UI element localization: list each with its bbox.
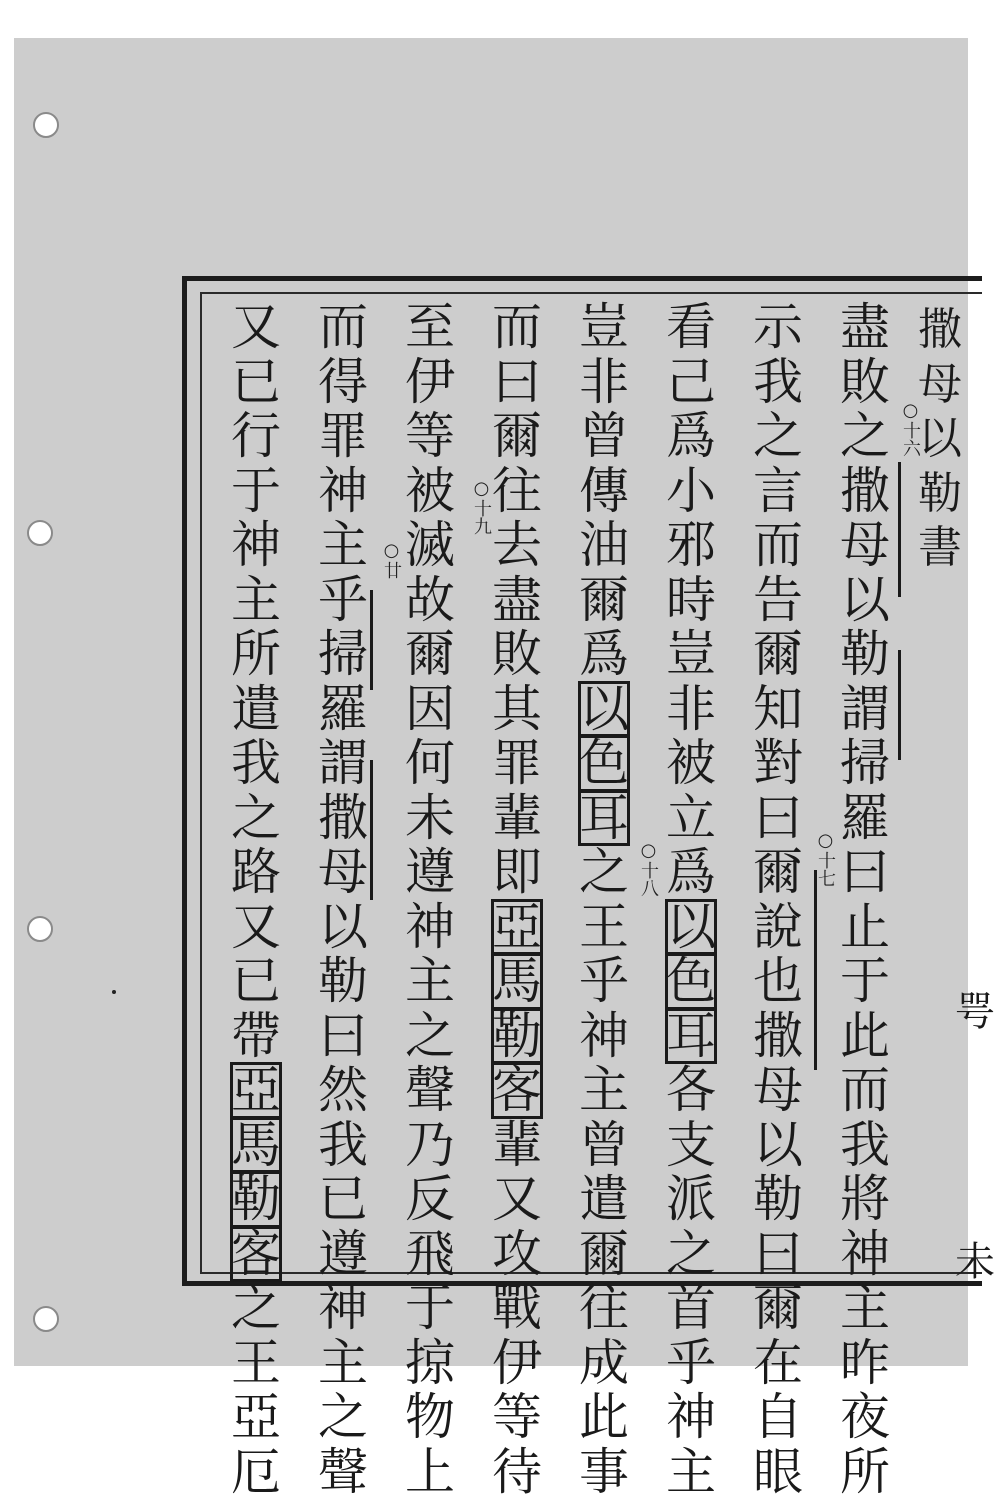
column-char: 非 <box>579 352 629 411</box>
column-char: 神 <box>318 461 368 520</box>
column-char: 以 <box>318 897 368 956</box>
column-char: 去 <box>492 516 542 574</box>
column-char: 聲 <box>405 1061 455 1119</box>
column-char: 勒 <box>840 625 890 683</box>
column-char: 所 <box>840 1442 890 1501</box>
column-char: 遣 <box>579 1170 629 1228</box>
column-char: 爲 <box>579 625 629 683</box>
column-char: 以 <box>840 570 890 629</box>
column-char: 勒 <box>753 1170 803 1228</box>
column-char: 曰 <box>753 1224 803 1283</box>
header-char: 勒 <box>918 467 962 519</box>
column-char: 主 <box>231 570 281 629</box>
text-column <box>748 300 808 1499</box>
header-char: 以 <box>918 413 962 464</box>
column-char: 色 <box>579 734 629 792</box>
column-char: 時 <box>666 570 716 629</box>
column-char: 勒 <box>231 1170 281 1228</box>
column-char: 此 <box>579 1388 629 1446</box>
column-char: 乎 <box>666 1333 716 1392</box>
column-char: 止 <box>840 897 890 956</box>
column-char: 反 <box>405 1170 455 1228</box>
column-char: 滅 <box>405 516 455 574</box>
column-char: 我 <box>840 1115 890 1174</box>
column-char: 將 <box>840 1170 890 1228</box>
column-char: 客 <box>231 1224 281 1283</box>
column-char: 聲 <box>318 1442 368 1501</box>
column-char: 曰 <box>318 1006 368 1065</box>
column-char: 眼 <box>753 1442 803 1501</box>
column-char: 曰 <box>840 843 890 901</box>
column-char: 我 <box>318 1115 368 1174</box>
column-char: 爾 <box>753 843 803 901</box>
column-char: 曾 <box>579 407 629 465</box>
column-char: 敗 <box>492 625 542 683</box>
column-char: 厄 <box>231 1442 281 1501</box>
column-char: 之 <box>231 1279 281 1337</box>
column-char: 等 <box>492 1388 542 1446</box>
name-rule <box>814 870 817 1070</box>
column-char: 支 <box>666 1115 716 1174</box>
column-char: 爾 <box>405 625 455 683</box>
column-char: 掃 <box>840 734 890 792</box>
column-char: 曾 <box>579 1115 629 1174</box>
column-char: 攻 <box>492 1224 542 1283</box>
column-char: 何 <box>405 734 455 792</box>
column-char: 羅 <box>318 679 368 738</box>
column-char: 示 <box>753 298 803 356</box>
verse-marker: ○十七 <box>815 830 836 887</box>
column-char: 母 <box>318 843 368 901</box>
column-char: 油 <box>579 516 629 574</box>
column-char: 此 <box>840 1006 890 1065</box>
verse-marker: ○十八 <box>638 840 659 897</box>
column-char: 被 <box>666 734 716 792</box>
column-char: 說 <box>753 897 803 956</box>
column-char: 于 <box>840 952 890 1010</box>
column-char: 主 <box>840 1279 890 1337</box>
text-column <box>400 300 460 1499</box>
column-char: 神 <box>840 1224 890 1283</box>
verse-marker: ○十九 <box>471 478 492 535</box>
column-char: 在 <box>753 1333 803 1392</box>
column-char: 神 <box>579 1006 629 1065</box>
column-char: 撒 <box>318 788 368 847</box>
column-char: 至 <box>405 298 455 356</box>
column-char: 然 <box>318 1061 368 1119</box>
column-char: 曰 <box>753 788 803 847</box>
column-char: 色 <box>666 952 716 1010</box>
column-char: 罪 <box>318 407 368 465</box>
column-char: 告 <box>753 570 803 629</box>
column-char: 客 <box>492 1061 542 1119</box>
column-char: 之 <box>666 1224 716 1283</box>
column-char: 已 <box>231 352 281 411</box>
column-char: 邪 <box>666 516 716 574</box>
column-char: 母 <box>753 1061 803 1119</box>
column-char: 看 <box>666 298 716 356</box>
column-char: 輩 <box>492 788 542 847</box>
column-char: 對 <box>753 734 803 792</box>
column-char: 馬 <box>231 1115 281 1174</box>
column-char: 往 <box>492 461 542 520</box>
column-char: 行 <box>231 407 281 465</box>
column-char: 主 <box>666 1442 716 1501</box>
column-char: 物 <box>405 1388 455 1446</box>
column-char: 事 <box>579 1442 629 1501</box>
column-char: 盡 <box>840 298 890 356</box>
column-char: 已 <box>231 952 281 1010</box>
column-char: 所 <box>231 625 281 683</box>
column-char: 非 <box>666 679 716 738</box>
column-char: 爾 <box>753 625 803 683</box>
column-char: 主 <box>318 1333 368 1392</box>
column-char: 盡 <box>492 570 542 629</box>
column-char: 耳 <box>666 1006 716 1065</box>
column-char: 伊 <box>492 1333 542 1392</box>
column-char: 掃 <box>318 625 368 683</box>
column-char: 于 <box>231 461 281 520</box>
column-char: 勒 <box>492 1006 542 1065</box>
column-char: 傳 <box>579 461 629 520</box>
column-char: 撒 <box>753 1006 803 1065</box>
column-char: 曰 <box>492 352 542 411</box>
verse-marker: ○廿 <box>381 540 402 579</box>
name-rule <box>898 462 901 597</box>
column-char: 路 <box>231 843 281 901</box>
ink-speck <box>112 990 116 994</box>
column-char: 得 <box>318 352 368 411</box>
column-char: 豈 <box>579 298 629 356</box>
column-char: 上 <box>405 1442 455 1501</box>
column-char: 昨 <box>840 1333 890 1392</box>
column-char: 等 <box>405 407 455 465</box>
column-char: 乎 <box>318 570 368 629</box>
column-char: 未 <box>405 788 455 847</box>
column-char: 主 <box>318 516 368 574</box>
column-char: 其 <box>492 679 542 738</box>
column-char: 之 <box>840 407 890 465</box>
column-char: 夜 <box>840 1388 890 1446</box>
text-column <box>661 300 721 1499</box>
column-char: 爾 <box>579 570 629 629</box>
text-column <box>835 300 895 1499</box>
column-char: 自 <box>753 1388 803 1446</box>
column-char: 立 <box>666 788 716 847</box>
text-column <box>226 300 286 1499</box>
column-char: 亞 <box>231 1388 281 1446</box>
column-char: 首 <box>666 1279 716 1337</box>
column-char: 我 <box>753 352 803 411</box>
column-char: 飛 <box>405 1224 455 1283</box>
column-char: 王 <box>579 897 629 956</box>
column-char: 爲 <box>666 407 716 465</box>
column-char: 以 <box>753 1115 803 1174</box>
column-char: 我 <box>231 734 281 792</box>
column-char: 之 <box>405 1006 455 1065</box>
column-char: 成 <box>579 1333 629 1392</box>
column-char: 勒 <box>318 952 368 1010</box>
column-char: 神 <box>666 1388 716 1446</box>
column-char: 伊 <box>405 352 455 411</box>
column-char: 乃 <box>405 1115 455 1174</box>
column-char: 掠 <box>405 1333 455 1392</box>
column-char: 遣 <box>231 679 281 738</box>
column-char: 戰 <box>492 1279 542 1337</box>
column-char: 馬 <box>492 952 542 1010</box>
binder-hole-icon <box>27 520 53 546</box>
column-char: 爾 <box>492 407 542 465</box>
column-char: 羅 <box>840 788 890 847</box>
column-char: 主 <box>579 1061 629 1119</box>
column-char: 撒 <box>840 461 890 520</box>
text-column <box>487 300 547 1499</box>
column-char: 輩 <box>492 1115 542 1174</box>
column-char: 耳 <box>579 788 629 847</box>
column-char: 帶 <box>231 1006 281 1065</box>
binder-hole-icon <box>33 112 59 138</box>
column-char: 以 <box>579 679 629 738</box>
column-char: 神 <box>405 897 455 956</box>
column-char: 之 <box>579 843 629 901</box>
column-char: 而 <box>318 298 368 356</box>
column-char: 豈 <box>666 625 716 683</box>
column-char: 故 <box>405 570 455 629</box>
column-char: 王 <box>231 1333 281 1392</box>
column-char: 各 <box>666 1061 716 1119</box>
column-char: 也 <box>753 952 803 1010</box>
column-char: 派 <box>666 1170 716 1228</box>
header-char: 書 <box>918 522 962 573</box>
verse-marker: ○十六 <box>900 400 921 457</box>
column-char: 神 <box>318 1279 368 1337</box>
column-char: 又 <box>231 298 281 356</box>
column-char: 又 <box>231 897 281 956</box>
column-char: 于 <box>405 1279 455 1337</box>
column-char: 亞 <box>231 1061 281 1119</box>
column-char: 主 <box>405 952 455 1010</box>
text-column <box>574 300 634 1499</box>
column-char: 乎 <box>579 952 629 1010</box>
column-char: 被 <box>405 461 455 520</box>
column-char: 爾 <box>579 1224 629 1283</box>
column-char: 往 <box>579 1279 629 1337</box>
column-char: 言 <box>753 461 803 520</box>
column-char: 之 <box>231 788 281 847</box>
column-char: 謂 <box>840 679 890 738</box>
column-char: 小 <box>666 461 716 520</box>
column-char: 謂 <box>318 734 368 792</box>
name-rule <box>898 650 901 760</box>
column-char: 因 <box>405 679 455 738</box>
column-char: 己 <box>666 352 716 411</box>
column-char: 已 <box>318 1170 368 1228</box>
column-char: 亞 <box>492 897 542 956</box>
column-char: 而 <box>753 516 803 574</box>
cropped-fragment: 咢 <box>955 989 995 1035</box>
text-column <box>313 300 373 1499</box>
column-char: 而 <box>840 1061 890 1119</box>
header-char: 撒 <box>918 304 962 355</box>
cropped-fragment: 未 <box>955 1239 995 1285</box>
column-char: 待 <box>492 1442 542 1501</box>
column-char: 爾 <box>753 1279 803 1337</box>
column-char: 遵 <box>405 843 455 901</box>
column-char: 而 <box>492 298 542 356</box>
column-char: 爲 <box>666 843 716 901</box>
column-char: 之 <box>753 407 803 465</box>
column-char: 又 <box>492 1170 542 1228</box>
column-char: 知 <box>753 679 803 738</box>
column-char: 罪 <box>492 734 542 792</box>
column-char: 之 <box>318 1388 368 1446</box>
column-char: 以 <box>666 897 716 956</box>
column-char: 遵 <box>318 1224 368 1283</box>
binder-hole-icon <box>27 916 53 942</box>
column-char: 母 <box>840 516 890 574</box>
column-char: 即 <box>492 843 542 901</box>
binder-hole-icon <box>33 1306 59 1332</box>
column-char: 敗 <box>840 352 890 411</box>
header-char: 母 <box>918 358 962 410</box>
column-char: 神 <box>231 516 281 574</box>
